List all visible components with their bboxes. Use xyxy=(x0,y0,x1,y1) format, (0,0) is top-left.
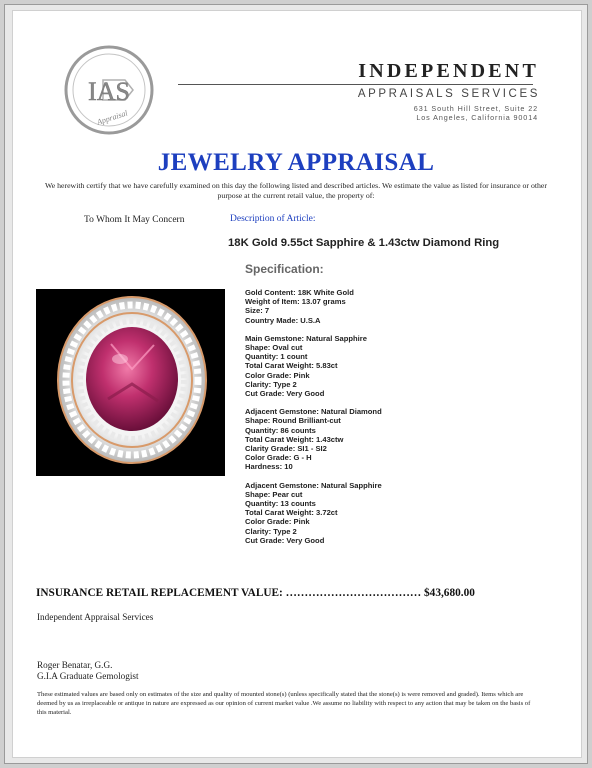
spec-line: Color Grade: Pink xyxy=(245,517,310,527)
spec-line: Color Grade: G - H xyxy=(245,453,312,463)
disclaimer-text: These estimated values are based only on estimates of the size and quality of mounted stone(s) (unless specifically stated that the stone(s) is were removed and graded). Items which are deemed by us as irreplaceable or antique in nature are expressed as our opinion of current market value .We assume no liability with respect to any action that may be taken on the basis of this material. xyxy=(37,691,531,716)
address-line-2: Los Angeles, California 90014 xyxy=(416,113,538,122)
spec-line: Total Carat Weight: 1.43ctw xyxy=(245,434,344,444)
company-subtitle: APPRAISALS SERVICES xyxy=(357,88,540,100)
certification-text: We herewith certify that we have carefully examined on this day the following listed and described articles. We estimate the value as listed for insurance or other purpose at the current retail value, the property of: xyxy=(45,181,547,200)
spec-line: Color Grade: Pink xyxy=(245,370,310,380)
spec-line: Total Carat Weight: 3.72ct xyxy=(245,508,338,518)
spec-line: Gold Content: 18K White Gold xyxy=(245,288,354,297)
spec-group-adjacent-sapphire xyxy=(245,481,565,545)
insurance-value-label: INSURANCE RETAIL REPLACEMENT VALUE: ……………………………… xyxy=(36,587,422,599)
logo-initials: IAS xyxy=(88,77,130,106)
spec-group-main-gemstone xyxy=(245,334,565,398)
ias-logo xyxy=(63,44,155,136)
signature-block xyxy=(37,660,139,682)
address-line-1: 631 South Hill Street, Suite 22 xyxy=(413,104,538,113)
specification-list xyxy=(245,288,565,554)
spec-line: Clarity: Type 2 xyxy=(245,526,297,536)
spec-line: Total Carat Weight: 5.83ct xyxy=(245,361,338,371)
insurance-value-amount: $43,680.00 xyxy=(424,587,475,599)
logo-subtext: Appraisal xyxy=(95,108,129,127)
insurance-value-line xyxy=(36,587,506,599)
document-title: JEWELRY APPRAISAL xyxy=(157,149,435,176)
specification-heading: Specification: xyxy=(245,262,324,276)
signer-title: G.I.A Graduate Gemologist xyxy=(37,671,139,681)
company-address xyxy=(300,104,538,122)
spec-line: Quantity: 13 counts xyxy=(245,499,316,509)
spec-line: Cut Grade: Very Good xyxy=(245,389,325,399)
spec-group-adjacent-diamond xyxy=(245,407,565,471)
spec-line: Quantity: 1 count xyxy=(245,352,308,362)
spec-line: Adjacent Gemstone: Natural Diamond xyxy=(245,407,382,417)
company-name: INDEPENDENT xyxy=(358,60,539,82)
signer-name: Roger Benatar, G.G. xyxy=(37,660,113,670)
spec-line: Shape: Round Brilliant-cut xyxy=(245,416,341,426)
spec-line: Country Made: U.S.A xyxy=(245,315,321,325)
spec-line: Hardness: 10 xyxy=(245,462,293,472)
ring-photo xyxy=(36,289,225,476)
header-rule xyxy=(178,84,533,85)
spec-line: Shape: Oval cut xyxy=(245,343,303,353)
spec-line: Quantity: 86 counts xyxy=(245,425,316,435)
spec-line: Adjacent Gemstone: Natural Sapphire xyxy=(245,480,382,490)
spec-line: Cut Grade: Very Good xyxy=(245,535,325,545)
spec-line: Clarity: Type 2 xyxy=(245,379,297,389)
spec-group-metal xyxy=(245,288,565,325)
recipient: To Whom It May Concern xyxy=(84,215,185,225)
spec-line: Weight of Item: 13.07 grams xyxy=(245,297,346,307)
article-title: 18K Gold 9.55ct Sapphire & 1.43ctw Diamond Ring xyxy=(228,237,500,249)
spec-line: Clarity Grade: SI1 - SI2 xyxy=(245,444,327,454)
spec-line: Size: 7 xyxy=(245,306,270,316)
description-label: Description of Article: xyxy=(230,214,316,224)
spec-line: Shape: Pear cut xyxy=(245,489,303,499)
spec-line: Main Gemstone: Natural Sapphire xyxy=(245,333,367,343)
company-footer-line: Independent Appraisal Services xyxy=(37,612,154,622)
